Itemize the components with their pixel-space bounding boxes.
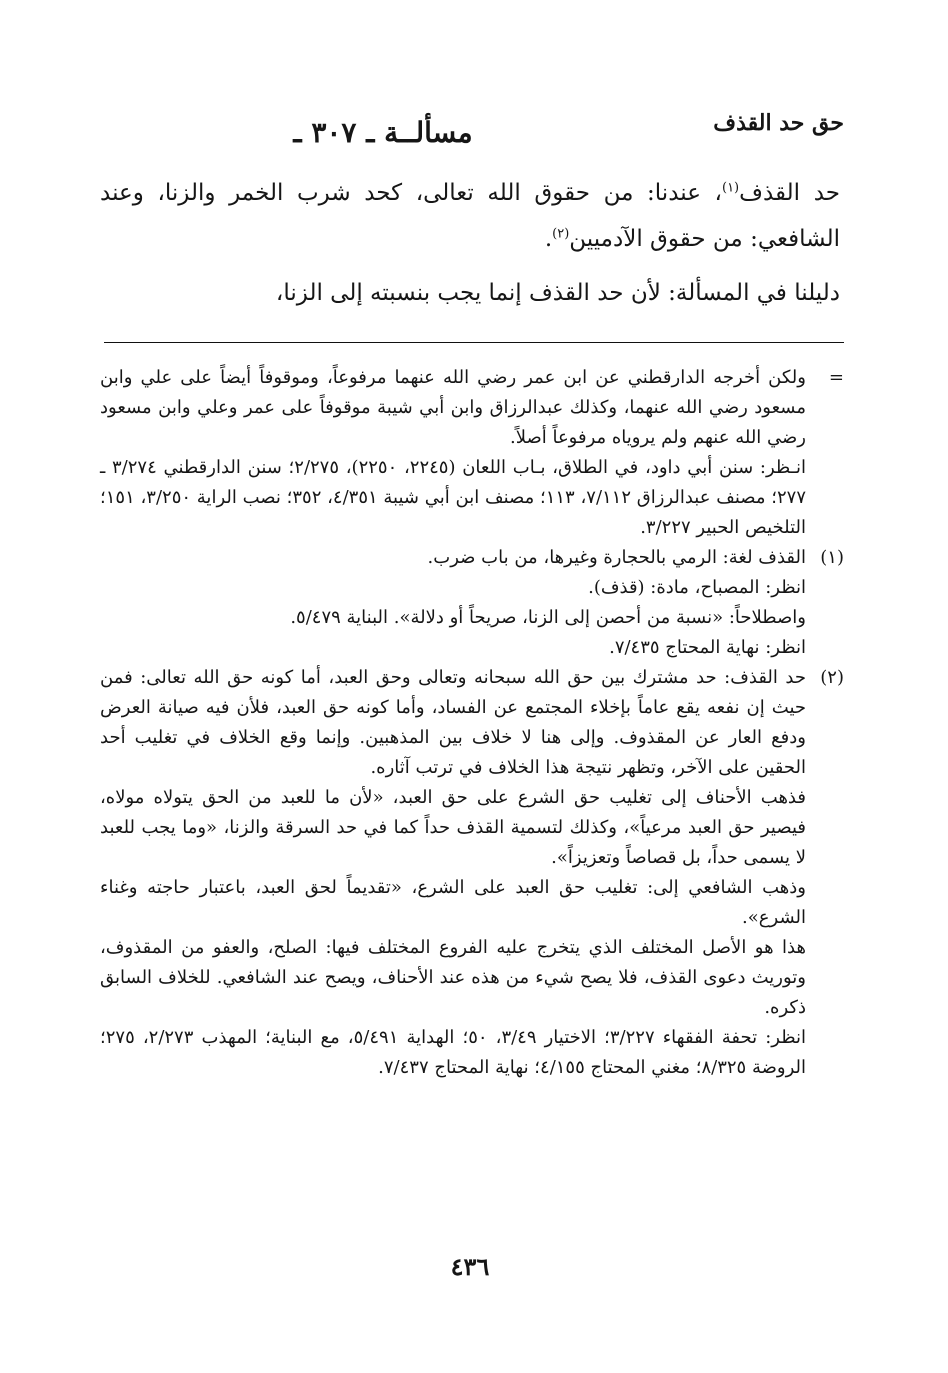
page-number: ٤٣٦ — [450, 1252, 490, 1281]
footnote-1 — [100, 543, 844, 663]
footnote-paragraph: هذا هو الأصل المختلف الذي يتخرج عليه الفروع المختلف فيها: الصلح، والعفو من المقذوف، وتوريث دعوى القذف، فلا يصح شيء من هذه عند الأحناف، ويصح عند الشافعي. للخلاف السابق ذكره. — [100, 937, 806, 1018]
footnote-paragraph: فذهب الأحناف إلى تغليب حق الشرع على حق العبد، «لأن ما للعبد من الحق يتولاه مولاه، فيصير حق العبد مرعياً»، وكذلك لتسمية القذف حداً كما في حد السرقة والزنا، «وما يجب للعبد لا يسمى حداً، بل قصاصاً وتعزيزاً». — [100, 787, 806, 868]
proof-text: دليلنا في المسألة: لأن حد القذف إنما يجب بنسبته إلى الزنا، — [275, 280, 840, 306]
running-header: حق حد القذف — [713, 110, 844, 136]
footnote-marker: (١) — [820, 547, 844, 568]
footnote-marker: (٢) — [820, 667, 844, 688]
footnote-paragraph: انظر: المصباح، مادة: (قذف). — [588, 577, 806, 598]
footnote-paragraph: انـظر: سنن أبي داود، في الطلاق، بـاب اللعان (٢٢٤٥، ٢٢٥٠)، ٢/٢٧٥؛ سنن الدارقطني ٣/٢٧٤ ـ ٢٧٧؛ مصنف عبدالرزاق ٧/١١٢، ١١٣؛ مصنف ابن أبي شيبة ٤/٣٥١، ٣٥٢؛ نصب الراية ٣/٢٥٠، ١٥١؛ التلخيص الحبير ٣/٢٢٧. — [100, 457, 806, 538]
footnote-ref-2: (٢) — [552, 226, 570, 242]
statement-start: حد القذف — [739, 180, 840, 206]
footnote-paragraph: حد القذف: حد مشترك بين حق الله سبحانه وتعالى وحق العبد، أما كونه حق الله تعالى: فمن حيث إن نفعه يقع عاماً بإخلاء المجتمع عن الفساد، وأما كونه حق العبد، فلأن فيه صيانة العرض ودفع العار عن المقذوف. وإلى هنا لا خلاف بين المذهبين. وإنما وقع الخلاف في تغليب أحد الحقين على الآخر، وتظهر نتيجة هذا الخلاف في ترتب آثاره. — [100, 667, 806, 778]
footnote-2 — [100, 663, 844, 1083]
statement-body: ، عندنا: من حقوق الله تعالى، كحد شرب الخمر والزنا، وعند الشافعي: من حقوق الآدميين — [100, 180, 840, 252]
footnote-continued — [100, 363, 844, 543]
footnote-paragraph: القذف لغة: الرمي بالحجارة وغيرها، من باب ضرب. — [427, 547, 806, 568]
issue-title: مسألــة ـ ٣٠٧ ـ — [293, 116, 473, 149]
footnote-paragraph: انظر: نهاية المحتاج ٧/٤٣٥. — [609, 637, 806, 658]
footnote-paragraph: انظر: تحفة الفقهاء ٣/٢٢٧؛ الاختيار ٣/٤٩، ٥٠؛ الهداية ٥/٤٩١، مع البناية؛ المهذب ٢/٢٧٣، ٢٧٥؛ الروضة ٨/٣٢٥؛ مغني المحتاج ٤/١٥٥؛ نهاية المحتاج ٧/٤٣٧. — [100, 1027, 807, 1078]
footnote-ref-1: (١) — [721, 180, 740, 196]
footnote-paragraph: ولكن أخرجه الدارقطني عن ابن عمر رضي الله عنهما مرفوعاً، وموقوفاً أيضاً على علي وابن مسعود رضي الله عنهما، وكذلك عبدالرزاق وابن أبي شيبة موقوفاً على عمر وعلي وابن مسعود رضي الله عنهم ولم يروياه مرفوعاً أصلاً. — [100, 367, 806, 448]
main-statement — [100, 170, 840, 262]
continuation-marker: = — [828, 367, 844, 388]
main-text — [100, 170, 840, 316]
footnote-paragraph: وذهب الشافعي إلى: تغليب حق العبد على الشرع، «تقديماً لحق العبد، باعتبار حاجته وغناء الشرع». — [100, 877, 806, 928]
statement-end: . — [544, 226, 553, 252]
footnote-paragraph: واصطلاحاً: «نسبة من أحصن إلى الزنا، صريحاً أو دلالة». البناية ٥/٤٧٩. — [290, 607, 806, 628]
footnote-divider — [104, 342, 844, 343]
footnotes — [100, 363, 844, 1083]
